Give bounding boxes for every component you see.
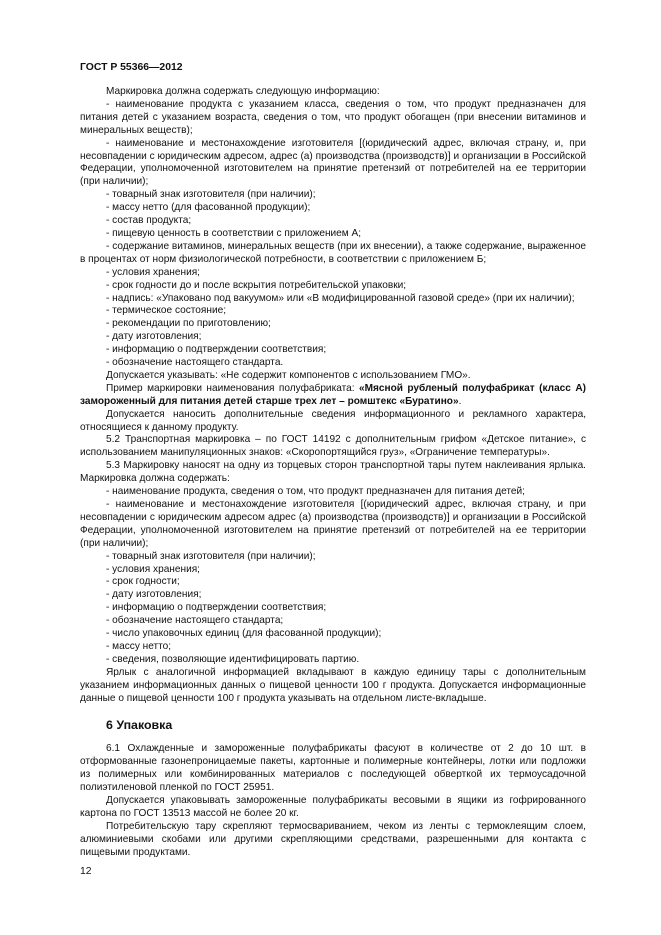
list-item: - информацию о подтверждении соответствия; [106, 344, 327, 356]
list-item: - наименование продукта с указанием класса, сведения о том, что продукт предназначен для питания детей с указанием возраста, сведения о том, что продукт обогащен (при внесении витаминов и минеральных веществ); [80, 98, 586, 136]
list-item: - товарный знак изготовителя (при наличии); [106, 550, 316, 562]
clause-5-3: 5.3 Маркировку наносят на одну из торцевых сторон транспортной тары путем наклеивания ярлыка. Маркировка должна содержать: [80, 460, 586, 485]
document-header: ГОСТ Р 55366—2012 [80, 62, 183, 73]
page-number: 12 [80, 866, 92, 877]
list-item: - информацию о подтверждении соответствия; [106, 602, 327, 614]
example-bold: «Мясной рубленый полуфабрикат (класс А) замороженный для питания детей старше трех лет – ромштекс «Буратино» [80, 382, 586, 407]
clause-6-1-sealing: Потребительскую тару скрепляют термосвариванием, чеком из ленты с термоклеящим слоем, алюминиевыми скобами или другими скрепляющими средствами, разрешенными для контакта с пищевыми продуктами. [80, 820, 586, 858]
gmo-paragraph: Допускается указывать: «Не содержит компонентов с использованием ГМО». [106, 369, 471, 381]
list-item: - условия хранения; [106, 563, 200, 575]
list-item: - термическое состояние; [106, 305, 227, 317]
list-item: - дату изготовления; [106, 331, 202, 343]
intro-paragraph: Маркировка должна содержать следующую информацию: [106, 86, 380, 97]
list-item: - обозначение настоящего стандарта. [106, 357, 284, 369]
list-item: - пищевую ценность в соответствии с приложением А; [106, 227, 362, 239]
list-item: - дату изготовления; [106, 589, 202, 601]
list-item: - массу нетто; [106, 640, 172, 652]
example-paragraph [80, 383, 586, 409]
list-item: - наименование и местонахождение изготовителя [(юридический адрес, включая страну, и при несовпадении с юридическим адресом адрес (а) производства (производств)] и организации в Российской Федерации, уполномоченной изготовителем на принятие претензий от потребителей на ее территории (при наличии); [80, 499, 586, 549]
list-item: - массу нетто (для фасованной продукции); [106, 202, 311, 214]
list-item: - обозначение настоящего стандарта; [106, 615, 284, 627]
example-suffix: . [458, 395, 462, 407]
list-item: - надпись: «Упаковано под вакуумом» или «В модифицированной газовой среде» (при их наличии); [106, 292, 575, 304]
clause-5-2: 5.2 Транспортная маркировка – по ГОСТ 14192 с дополнительным грифом «Детское питание», с использованием манипуляционных знаков: «Скоропортящийся груз», «Ограничение температуры». [80, 434, 586, 459]
marking-list [80, 99, 586, 370]
list-item: - число упаковочных единиц (для фасованной продукции); [106, 628, 382, 640]
list-item: - срок годности до и после вскрытия потребительской упаковки; [106, 279, 407, 291]
example-prefix: Пример маркировки наименования полуфабриката: [106, 382, 359, 394]
transport-marking-list [80, 486, 586, 667]
clause-6-1: 6.1 Охлажденные и замороженные полуфабрикаты фасуют в количестве от 2 до 10 шт. в отформованные газонепроницаемые пакеты, картонные и полимерные контейнеры, лотки или подложки из полимерных или комбинированных материалов с последующей обверткой их термоусадочной полиэтиленовой пленкой по ГОСТ 25951. [80, 743, 586, 794]
list-item: - срок годности; [106, 576, 180, 588]
extra-info-paragraph: Допускается наносить дополнительные сведения информационного и рекламного характера, относящиеся к данному продукту. [80, 408, 586, 433]
label-paragraph: Ярлык с аналогичной информацией вкладывают в каждую единицу тары с дополнительным указанием информационных данных о пищевой ценности 100 г продукта. Допускается информационные данные о пищевой ценности 100 г продукта указывать на отдельном листе-вкладыше. [80, 666, 586, 704]
list-item: - условия хранения; [106, 266, 200, 278]
list-item: - содержание витаминов, минеральных веществ (при их внесении), а также содержание, выраженное в процентах от норм физиологической потребности, в соответствии с приложением Б; [80, 240, 586, 265]
clause-6-1-weight: Допускается упаковывать замороженные полуфабрикаты весовыми в ящики из гофрированного картона по ГОСТ 13513 массой не более 20 кг. [80, 795, 586, 819]
list-item: - рекомендации по приготовлению; [106, 318, 271, 330]
list-item: - наименование и местонахождение изготовителя [(юридический адрес, включая страну, и, при несовпадении с юридическим адресом, адрес (а) производства (производств)] и организации в Российской Федерации, уполномоченной изготовителем на принятие претензий от потребителей на ее территории (при наличии); [80, 137, 586, 188]
section-6-title: 6 Упаковка [106, 717, 173, 732]
document-body [80, 86, 586, 860]
list-item: - сведения, позволяющие идентифицировать партию. [106, 653, 360, 665]
list-item: - наименование продукта, сведения о том, что продукт предназначен для питания детей; [106, 486, 525, 498]
list-item: - товарный знак изготовителя (при наличии); [106, 189, 316, 201]
list-item: - состав продукта; [106, 215, 192, 227]
